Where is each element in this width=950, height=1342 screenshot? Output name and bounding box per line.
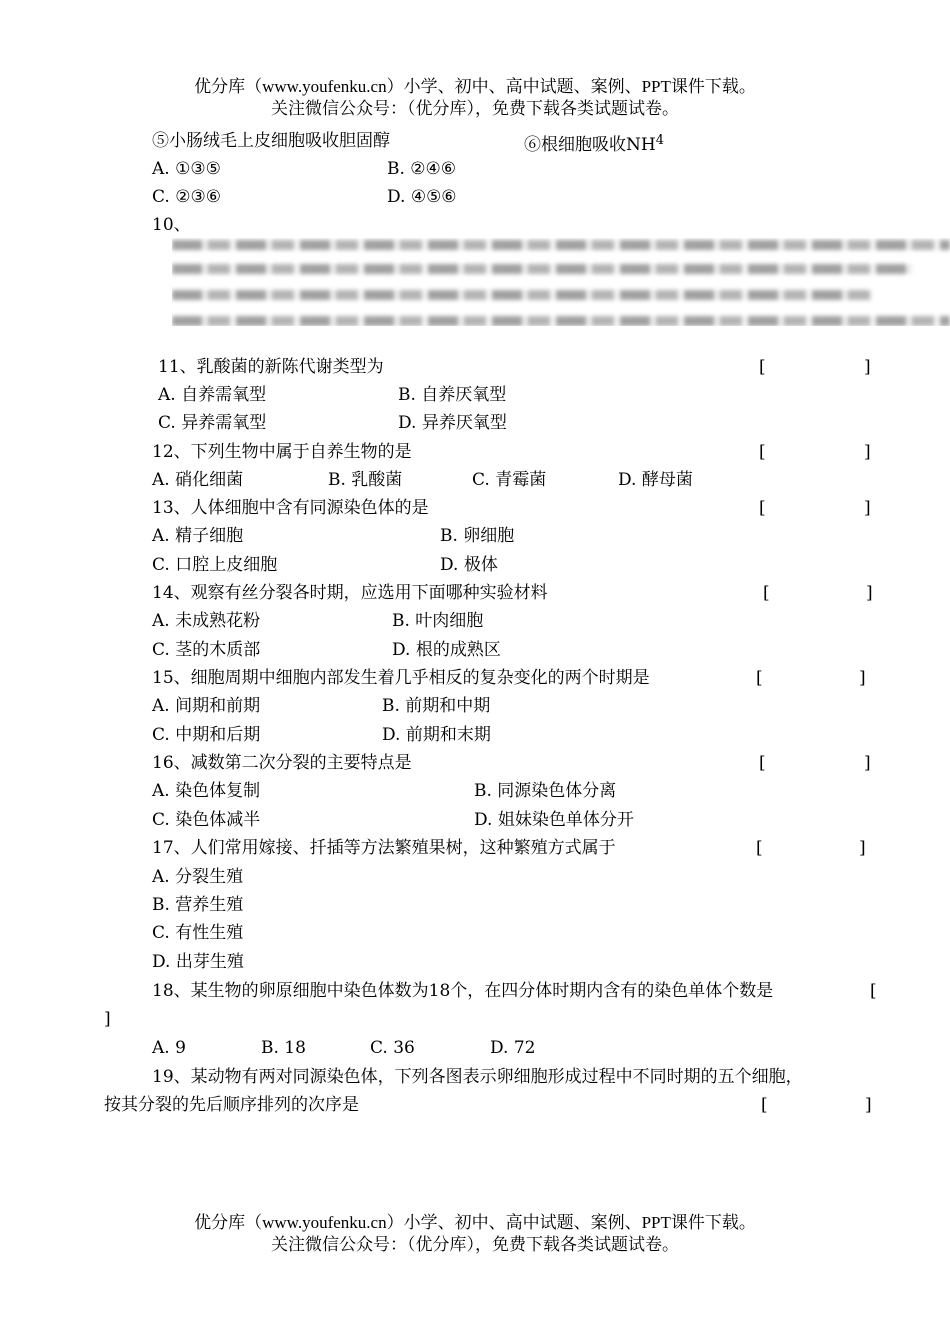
q9-option-c: C. ②③⑥ — [152, 187, 221, 207]
q12-bracket-close: ] — [864, 442, 871, 462]
q16-stem: 16、减数第二次分裂的主要特点是 — [152, 753, 412, 773]
q16-option-c: C. 染色体减半 — [152, 810, 261, 830]
q16-bracket-open: [ — [759, 753, 766, 773]
q13-bracket-open: [ — [759, 498, 766, 518]
q12-option-b: B. 乳酸菌 — [328, 470, 403, 490]
q15-option-b: B. 前期和中期 — [382, 696, 491, 716]
q11-option-d: D. 异养厌氧型 — [398, 413, 507, 433]
q13-option-d: D. 极体 — [440, 555, 498, 575]
q17-option-d: D. 出芽生殖 — [152, 952, 244, 972]
q15-stem: 15、细胞周期中细胞内部发生着几乎相反的复杂变化的两个时期是 — [152, 668, 650, 688]
q9-item-6: ⑥根细胞吸收$NH^4$ — [524, 133, 664, 155]
q17-option-c: C. 有性生殖 — [152, 923, 244, 943]
q19-stem-line-1: 19、某动物有两对同源染色体，下列各图表示卵细胞形成过程中不同时期的五个细胞， — [152, 1067, 803, 1087]
q11-bracket-close: ] — [864, 357, 871, 377]
q11-option-a: A. 自养需氧型 — [158, 385, 267, 405]
q10-blurred-image — [172, 238, 950, 326]
header-line-1: 优分库（www.youfenku.cn）小学、初中、高中试题、案例、PPT课件下载。 — [194, 77, 756, 96]
q19-bracket-close: ] — [865, 1095, 872, 1115]
q18-option-c: C. 36 — [370, 1038, 415, 1058]
q13-option-a: A. 精子细胞 — [152, 526, 244, 546]
q16-option-d: D. 姐妹染色单体分开 — [474, 810, 634, 830]
q17-option-b: B. 营养生殖 — [152, 895, 244, 915]
q11-option-b: B. 自养厌氧型 — [398, 385, 507, 405]
q9-item-5: ⑤小肠绒毛上皮细胞吸收胆固醇 — [152, 131, 390, 151]
q15-option-d: D. 前期和末期 — [382, 725, 491, 745]
q16-bracket-close: ] — [864, 753, 871, 773]
q12-stem: 12、下列生物中属于自养生物的是 — [152, 442, 412, 462]
q15-option-c: C. 中期和后期 — [152, 725, 261, 745]
q12-bracket-open: [ — [759, 442, 766, 462]
q13-stem: 13、人体细胞中含有同源染色体的是 — [152, 498, 429, 518]
q11-option-c: C. 异养需氧型 — [158, 413, 267, 433]
q17-bracket-close: ] — [859, 838, 866, 858]
q18-option-d: D. 72 — [490, 1038, 536, 1058]
q19-bracket-open: [ — [761, 1095, 768, 1115]
q17-bracket-open: [ — [756, 838, 763, 858]
q17-option-a: A. 分裂生殖 — [152, 867, 244, 887]
q18-bracket-open: [ — [870, 981, 877, 1001]
q11-bracket-open: [ — [759, 357, 766, 377]
q9-option-b: B. ②④⑥ — [387, 159, 457, 179]
q15-bracket-open: [ — [756, 668, 763, 688]
header-line-2: 关注微信公众号：（优分库），免费下载各类试题试卷。 — [271, 99, 679, 118]
q10-number: 10、 — [152, 215, 191, 235]
q14-option-d: D. 根的成熟区 — [392, 640, 501, 660]
q14-option-a: A. 未成熟花粉 — [152, 611, 261, 631]
q15-option-a: A. 间期和前期 — [152, 696, 261, 716]
q18-bracket-close: ] — [104, 1009, 111, 1029]
q14-bracket-close: ] — [866, 583, 873, 603]
q11-stem: 11、乳酸菌的新陈代谢类型为 — [158, 357, 384, 377]
q17-stem: 17、人们常用嫁接、扦插等方法繁殖果树，这种繁殖方式属于 — [152, 838, 616, 858]
q14-stem: 14、观察有丝分裂各时期，应选用下面哪种实验材料 — [152, 583, 548, 603]
q12-option-d: D. 酵母菌 — [618, 470, 693, 490]
q9-option-d: D. ④⑤⑥ — [387, 187, 457, 207]
q18-option-b: B. 18 — [261, 1038, 306, 1058]
q9-option-a: A. ①③⑤ — [152, 159, 221, 179]
q15-bracket-close: ] — [859, 668, 866, 688]
footer-line-2: 关注微信公众号：（优分库），免费下载各类试题试卷。 — [271, 1235, 679, 1254]
q18-option-a: A. 9 — [152, 1038, 186, 1058]
q13-option-c: C. 口腔上皮细胞 — [152, 555, 278, 575]
q9-item-6-subscript: 4 — [655, 133, 664, 148]
q13-option-b: B. 卵细胞 — [440, 526, 515, 546]
q14-option-b: B. 叶肉细胞 — [392, 611, 484, 631]
q14-option-c: C. 茎的木质部 — [152, 640, 261, 660]
q13-bracket-close: ] — [864, 498, 871, 518]
q12-option-c: C. 青霉菌 — [472, 470, 547, 490]
q12-option-a: A. 硝化细菌 — [152, 470, 244, 490]
q19-stem-line-2: 按其分裂的先后顺序排列的次序是 — [104, 1095, 359, 1115]
q16-option-b: B. 同源染色体分离 — [474, 781, 617, 801]
q16-option-a: A. 染色体复制 — [152, 781, 261, 801]
q18-stem: 18、某生物的卵原细胞中染色体数为18个，在四分体时期内含有的染色单体个数是 — [152, 981, 774, 1001]
q14-bracket-open: [ — [763, 583, 770, 603]
footer-line-1: 优分库（www.youfenku.cn）小学、初中、高中试题、案例、PPT课件下载。 — [194, 1213, 756, 1232]
